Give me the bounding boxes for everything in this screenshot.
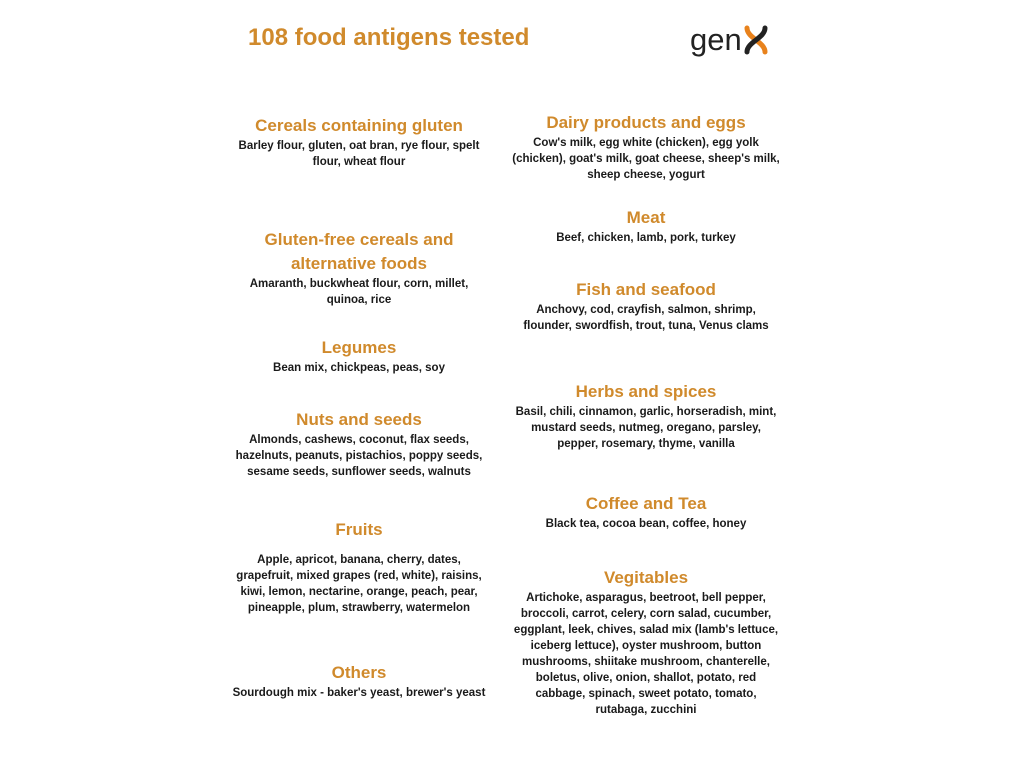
section-items: Bean mix, chickpeas, peas, soy: [273, 362, 445, 374]
section-heading: Coffee and Tea: [585, 494, 707, 513]
section-meat: [512, 206, 780, 246]
section-items: Black tea, cocoa bean, coffee, honey: [545, 518, 747, 530]
section-items: Artichoke, asparagus, beetroot, bell pepper, broccoli, carrot, celery, corn salad, cucumber, eggplant, leek, chives, salad mix (lamb's lettuce, iceberg lettuce), oyster mushroom, button mushrooms, shiitake mushroom, chanterelle, boletus, olive, onion, shallot, potato, red cabbage, spinach, sweet potato, tomato, rutabaga, zucchini: [513, 592, 779, 716]
section-items: Basil, chili, cinnamon, garlic, horseradish, mint, mustard seeds, nutmeg, oregano, parsley, pepper, rosemary, thyme, vanilla: [515, 406, 777, 450]
section-heading: Fruits: [335, 520, 383, 539]
section-cereals-gluten: [228, 114, 490, 170]
section-coffee-tea: [512, 492, 780, 532]
section-heading: Legumes: [321, 338, 397, 357]
section-heading: Cereals containing gluten: [255, 116, 463, 135]
section-heading: Dairy products and eggs: [546, 113, 746, 132]
brand-logo: [690, 20, 769, 60]
section-heading: Fish and seafood: [576, 280, 716, 299]
section-items: Cow's milk, egg white (chicken), egg yolk (chicken), goat's milk, goat cheese, sheep's milk, sheep cheese, yogurt: [512, 137, 780, 181]
section-fruits: [228, 518, 490, 616]
section-items: Sourdough mix - baker's yeast, brewer's yeast: [232, 687, 486, 699]
section-herbs-spices: [512, 380, 780, 452]
section-items: Apple, apricot, banana, cherry, dates, grapefruit, mixed grapes (red, white), raisins, kiwi, lemon, nectarine, orange, peach, pear, pineapple, plum, strawberry, watermelon: [236, 554, 482, 614]
section-items: Amaranth, buckwheat flour, corn, millet, quinoa, rice: [249, 278, 469, 306]
section-heading: Gluten-free cereals and alternative foods: [264, 230, 454, 273]
section-legumes: [228, 336, 490, 376]
page-title: 108 food antigens tested: [248, 24, 530, 51]
x-helix-icon: [743, 25, 769, 55]
section-items: Barley flour, gluten, oat bran, rye flour, spelt flour, wheat flour: [238, 140, 480, 168]
section-dairy-eggs: [512, 111, 780, 183]
section-heading: Meat: [626, 208, 666, 227]
section-items: Beef, chicken, lamb, pork, turkey: [556, 232, 736, 244]
section-fish-seafood: [512, 278, 780, 334]
section-items: Almonds, cashews, coconut, flax seeds, hazelnuts, peanuts, pistachios, poppy seeds, sesame seeds, sunflower seeds, walnuts: [235, 434, 483, 478]
section-vegitables: [512, 566, 780, 718]
section-gluten-free: [228, 228, 490, 308]
section-items: Anchovy, cod, crayfish, salmon, shrimp, flounder, swordfish, trout, tuna, Venus clams: [523, 304, 769, 332]
section-heading: Others: [331, 663, 387, 682]
section-heading: Herbs and spices: [575, 382, 717, 401]
logo-text: gen: [690, 22, 742, 57]
section-heading: Vegitables: [603, 568, 689, 587]
section-heading: Nuts and seeds: [296, 410, 422, 429]
section-others: [228, 661, 490, 701]
section-nuts-seeds: [228, 408, 490, 480]
